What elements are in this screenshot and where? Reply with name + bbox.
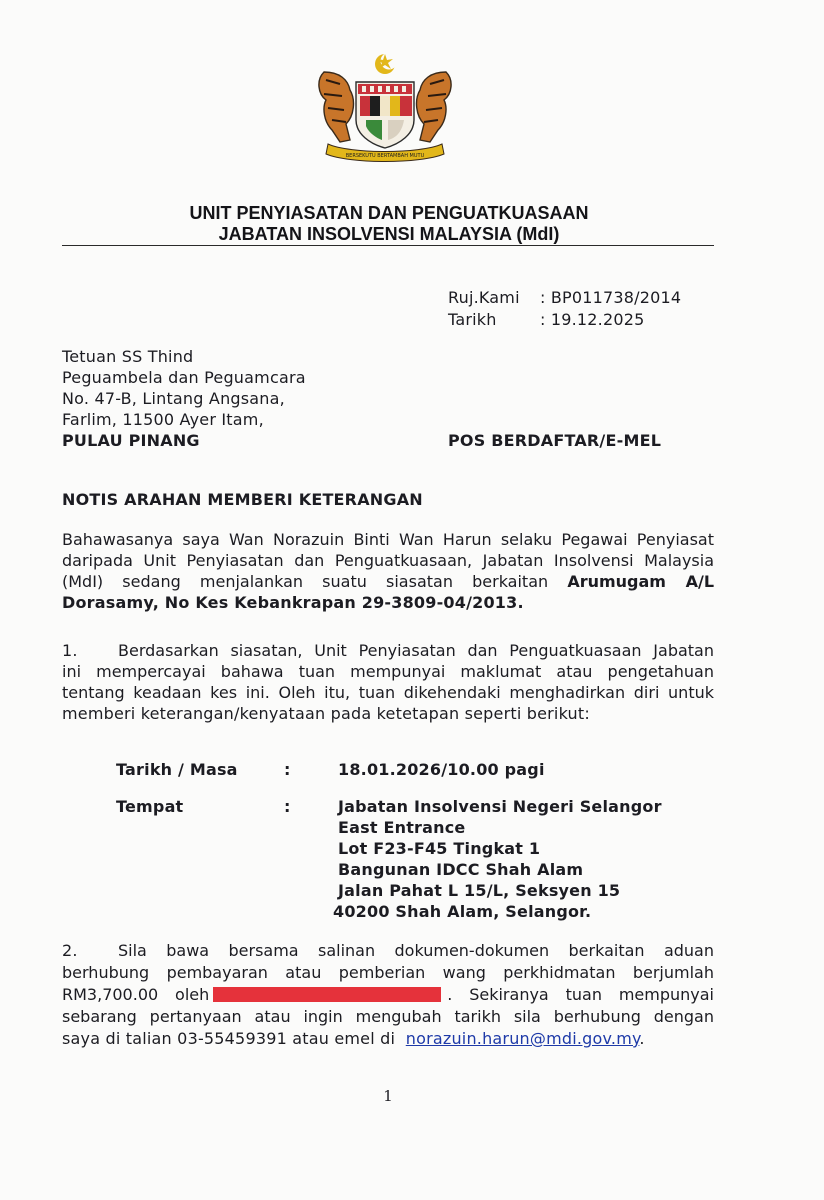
recipient-line: Tetuan SS Thind	[62, 347, 194, 366]
intro-text: (MdI) sedang menjalankan suatu siasatan berkaitan	[62, 572, 549, 591]
email-link[interactable]: norazuin.harun@mdi.gov.my	[405, 1029, 640, 1048]
intro-line: daripada Unit Penyiasatan dan Penguatkuasaan, Jabatan Insolvensi Malaysia	[62, 551, 714, 570]
para2-line: sebarang pertanyaan atau ingin mengubah tarikh sila berhubung dengan	[62, 1007, 714, 1026]
delivery-mode: POS BERDAFTAR/E-MEL	[448, 431, 662, 450]
para2-line: berhubung pembayaran atau pemberian wang perkhidmatan berjumlah	[62, 963, 714, 982]
para1-line: tentang keadaan kes ini. Oleh itu, tuan dikehendaki menghadirkan diri untuk	[62, 683, 714, 702]
reference-value: : BP011738/2014	[540, 288, 682, 307]
place-line: Lot F23-F45 Tingkat 1	[338, 839, 541, 858]
para2-text: RM3,700.00 oleh	[62, 985, 210, 1004]
recipient-line: Farlim, 11500 Ayer Itam,	[62, 410, 264, 429]
intro-line: Bahawasanya saya Wan Norazuin Binti Wan Harun selaku Pegawai Penyiasat	[62, 530, 714, 549]
para2-text: saya di talian 03-55459391 atau emel di	[62, 1029, 396, 1048]
colon: :	[284, 797, 291, 816]
para1-line: ini mempercayai bahawa tuan mempunyai maklumat atau pengetahuan	[62, 662, 714, 681]
recipient-line: No. 47-B, Lintang Angsana,	[62, 389, 285, 408]
malaysia-coat-of-arms-icon	[310, 50, 460, 166]
bankrupt-name: Arumugam A/L	[567, 572, 715, 591]
para1-number: 1.	[62, 641, 78, 660]
department-heading: JABATAN INSOLVENSI MALAYSIA (MdI)	[218, 224, 560, 244]
para2-line: Sila bawa bersama salinan dokumen-dokumen berkaitan aduan	[118, 941, 714, 960]
para1-line: Berdasarkan siasatan, Unit Penyiasatan dan Penguatkuasaan Jabatan	[118, 641, 714, 660]
reference-label: Ruj.Kami	[448, 288, 520, 307]
place-line: Bangunan IDCC Shah Alam	[338, 860, 584, 879]
place-line: Jalan Pahat L 15/L, Seksyen 15	[338, 881, 621, 900]
place-line: 40200 Shah Alam, Selangor.	[333, 902, 592, 921]
para2-line	[62, 1029, 645, 1048]
para1-line: memberi keterangan/kenyataan pada ketetapan seperti berikut:	[62, 704, 590, 723]
para2-number: 2.	[62, 941, 78, 960]
para2-text: .	[639, 1029, 645, 1048]
case-number: Dorasamy, No Kes Kebankrapan 29-3809-04/2013.	[62, 593, 524, 612]
colon: :	[284, 760, 291, 779]
date-value: : 19.12.2025	[540, 310, 645, 329]
intro-line	[62, 572, 714, 593]
header-divider	[62, 245, 714, 246]
place-label: Tempat	[116, 797, 184, 816]
para2-text: . Sekiranya tuan mempunyai	[447, 985, 714, 1004]
datetime-label: Tarikh / Masa	[116, 760, 238, 779]
page-number: 1	[383, 1087, 393, 1105]
date-label: Tarikh	[448, 310, 497, 329]
recipient-state: PULAU PINANG	[62, 431, 200, 450]
para2-line	[62, 985, 714, 1006]
place-line: Jabatan Insolvensi Negeri Selangor	[338, 797, 662, 816]
redaction-block	[213, 987, 441, 1002]
datetime-value: 18.01.2026/10.00 pagi	[338, 760, 545, 779]
crest-motto: BERSEKUTU BERTAMBAH MUTU	[345, 153, 425, 159]
place-line: East Entrance	[338, 818, 466, 837]
subject-heading: NOTIS ARAHAN MEMBERI KETERANGAN	[62, 490, 423, 509]
unit-heading: UNIT PENYIASATAN DAN PENGUATKUASAAN	[189, 203, 589, 223]
recipient-line: Peguambela dan Peguamcara	[62, 368, 306, 387]
